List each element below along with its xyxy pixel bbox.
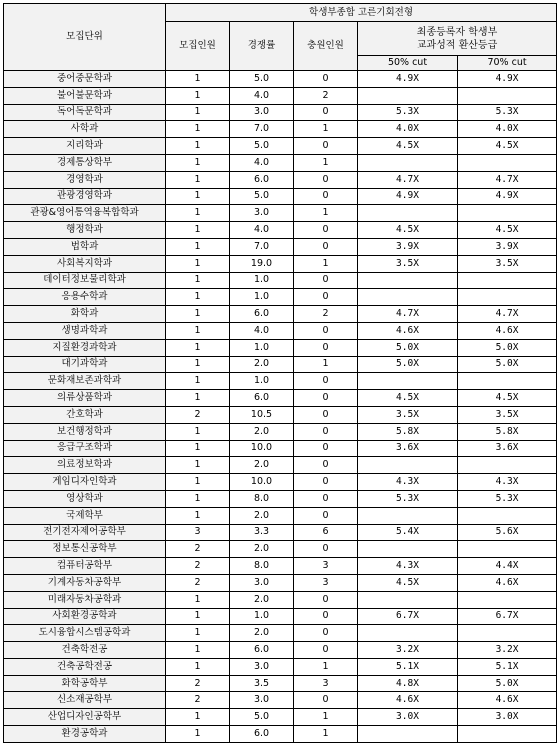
table-header xyxy=(4,4,557,71)
cut70-cell: 4.3X xyxy=(458,474,557,491)
extra-cell: 0 xyxy=(294,138,358,155)
cut70-cell: 3.5X xyxy=(458,255,557,272)
unit-cell: 신소재공학부 xyxy=(4,692,166,709)
cut70-cell: 3.2X xyxy=(458,642,557,659)
unit-cell: 대기과학과 xyxy=(4,356,166,373)
unit-cell: 경제통상학부 xyxy=(4,154,166,171)
table-row xyxy=(4,171,557,188)
table-row xyxy=(4,138,557,155)
cut70-cell xyxy=(458,625,557,642)
quota-cell: 1 xyxy=(166,104,230,121)
cut50-cell xyxy=(358,205,458,222)
extra-cell: 1 xyxy=(294,726,358,743)
cut50-cell: 4.9X xyxy=(358,188,458,205)
quota-cell: 1 xyxy=(166,272,230,289)
extra-cell: 0 xyxy=(294,608,358,625)
extra-cell: 0 xyxy=(294,591,358,608)
competition-cell: 1.0 xyxy=(230,373,294,390)
competition-cell: 1.0 xyxy=(230,272,294,289)
extra-cell: 1 xyxy=(294,255,358,272)
cut70-cell xyxy=(458,272,557,289)
table-row xyxy=(4,87,557,104)
cut70-cell: 5.0X xyxy=(458,356,557,373)
cut70-cell: 5.0X xyxy=(458,339,557,356)
cut50-cell: 4.5X xyxy=(358,390,458,407)
table-row xyxy=(4,306,557,323)
unit-cell: 사회복지학과 xyxy=(4,255,166,272)
cut70-cell: 4.5X xyxy=(458,222,557,239)
unit-cell: 사회환경공학과 xyxy=(4,608,166,625)
extra-cell: 0 xyxy=(294,272,358,289)
quota-cell: 2 xyxy=(166,406,230,423)
table-row xyxy=(4,222,557,239)
cut70-cell: 5.0X xyxy=(458,675,557,692)
cut70-cell: 4.7X xyxy=(458,306,557,323)
table-row xyxy=(4,608,557,625)
unit-cell: 도시융합시스템공학과 xyxy=(4,625,166,642)
competition-cell: 5.0 xyxy=(230,138,294,155)
cut70-cell: 4.6X xyxy=(458,574,557,591)
table-row xyxy=(4,272,557,289)
unit-cell: 데이터정보물리학과 xyxy=(4,272,166,289)
competition-cell: 8.0 xyxy=(230,490,294,507)
extra-cell: 6 xyxy=(294,524,358,541)
table-row xyxy=(4,457,557,474)
cut50-cell: 6.7X xyxy=(358,608,458,625)
quota-cell: 1 xyxy=(166,205,230,222)
quota-cell: 2 xyxy=(166,541,230,558)
competition-cell: 3.5 xyxy=(230,675,294,692)
extra-cell: 0 xyxy=(294,423,358,440)
quota-cell: 1 xyxy=(166,87,230,104)
unit-cell: 화학과 xyxy=(4,306,166,323)
table-row xyxy=(4,423,557,440)
cut50-cell: 5.0X xyxy=(358,339,458,356)
unit-cell: 의료정보학과 xyxy=(4,457,166,474)
cut50-cell: 3.2X xyxy=(358,642,458,659)
table-row xyxy=(4,558,557,575)
table-row xyxy=(4,188,557,205)
quota-cell: 1 xyxy=(166,490,230,507)
cut70-cell xyxy=(458,289,557,306)
table-row xyxy=(4,390,557,407)
cut70-cell xyxy=(458,87,557,104)
quota-cell: 2 xyxy=(166,558,230,575)
cut70-cell: 4.5X xyxy=(458,390,557,407)
extra-cell: 0 xyxy=(294,373,358,390)
cut70-cell: 3.5X xyxy=(458,406,557,423)
competition-cell: 19.0 xyxy=(230,255,294,272)
table-row xyxy=(4,591,557,608)
cut70-cell: 4.5X xyxy=(458,138,557,155)
cut50-cell: 4.8X xyxy=(358,675,458,692)
quota-cell: 2 xyxy=(166,675,230,692)
competition-cell: 2.0 xyxy=(230,423,294,440)
extra-cell: 0 xyxy=(294,71,358,88)
quota-cell: 1 xyxy=(166,306,230,323)
quota-cell: 1 xyxy=(166,138,230,155)
cut50-cell: 3.5X xyxy=(358,406,458,423)
unit-cell: 응용수학과 xyxy=(4,289,166,306)
cut50-cell: 4.5X xyxy=(358,574,458,591)
extra-cell: 3 xyxy=(294,675,358,692)
quota-cell: 1 xyxy=(166,373,230,390)
extra-cell: 0 xyxy=(294,104,358,121)
competition-cell: 4.0 xyxy=(230,87,294,104)
unit-cell: 환경공학과 xyxy=(4,726,166,743)
competition-cell: 6.0 xyxy=(230,642,294,659)
cut70-header: 70% cut xyxy=(458,56,557,71)
quota-cell: 2 xyxy=(166,574,230,591)
competition-cell: 6.0 xyxy=(230,306,294,323)
table-row xyxy=(4,104,557,121)
cut50-cell: 5.4X xyxy=(358,524,458,541)
competition-cell: 5.0 xyxy=(230,71,294,88)
quota-cell: 1 xyxy=(166,440,230,457)
table-row xyxy=(4,541,557,558)
extra-cell: 0 xyxy=(294,238,358,255)
competition-cell: 8.0 xyxy=(230,558,294,575)
cut50-cell: 4.5X xyxy=(358,138,458,155)
extra-cell: 0 xyxy=(294,390,358,407)
unit-cell: 기계자동차공학부 xyxy=(4,574,166,591)
competition-cell: 4.0 xyxy=(230,322,294,339)
extra-cell: 3 xyxy=(294,574,358,591)
unit-cell: 중어중문학과 xyxy=(4,71,166,88)
table-row xyxy=(4,154,557,171)
extra-cell: 0 xyxy=(294,440,358,457)
competition-cell: 2.0 xyxy=(230,507,294,524)
table-row xyxy=(4,474,557,491)
cut50-cell: 5.0X xyxy=(358,356,458,373)
extra-cell: 0 xyxy=(294,457,358,474)
competition-cell: 10.0 xyxy=(230,474,294,491)
unit-cell: 미래자동차공학과 xyxy=(4,591,166,608)
competition-cell: 2.0 xyxy=(230,457,294,474)
extra-cell: 3 xyxy=(294,558,358,575)
table-row xyxy=(4,289,557,306)
unit-cell: 전기전자제어공학부 xyxy=(4,524,166,541)
extra-cell: 0 xyxy=(294,490,358,507)
extra-cell: 0 xyxy=(294,642,358,659)
competition-cell: 2.0 xyxy=(230,356,294,373)
quota-cell: 1 xyxy=(166,222,230,239)
extra-cell: 0 xyxy=(294,339,358,356)
cut50-cell: 4.0X xyxy=(358,121,458,138)
table-row xyxy=(4,205,557,222)
cut50-cell: 3.6X xyxy=(358,440,458,457)
cut70-cell: 6.7X xyxy=(458,608,557,625)
cut50-cell: 4.3X xyxy=(358,474,458,491)
unit-cell: 건축공학전공 xyxy=(4,658,166,675)
cut50-cell xyxy=(358,726,458,743)
quota-cell: 1 xyxy=(166,171,230,188)
quota-cell: 1 xyxy=(166,255,230,272)
quota-cell: 1 xyxy=(166,339,230,356)
cut50-cell: 4.7X xyxy=(358,306,458,323)
competition-cell: 2.0 xyxy=(230,541,294,558)
cut50-cell: 3.5X xyxy=(358,255,458,272)
competition-cell: 3.3 xyxy=(230,524,294,541)
quota-cell: 1 xyxy=(166,726,230,743)
competition-cell: 1.0 xyxy=(230,339,294,356)
cut70-cell xyxy=(458,457,557,474)
cut70-cell xyxy=(458,541,557,558)
table-row xyxy=(4,440,557,457)
quota-header: 모집인원 xyxy=(166,22,230,71)
unit-cell: 간호학과 xyxy=(4,406,166,423)
competition-cell: 2.0 xyxy=(230,591,294,608)
quota-cell: 1 xyxy=(166,591,230,608)
table-row xyxy=(4,238,557,255)
cut70-cell: 5.8X xyxy=(458,423,557,440)
competition-cell: 6.0 xyxy=(230,726,294,743)
competition-cell: 1.0 xyxy=(230,289,294,306)
quota-cell: 1 xyxy=(166,642,230,659)
unit-header: 모집단위 xyxy=(4,4,166,71)
extra-cell: 2 xyxy=(294,87,358,104)
extra-cell: 1 xyxy=(294,121,358,138)
table-row xyxy=(4,625,557,642)
extra-cell: 0 xyxy=(294,474,358,491)
table-body xyxy=(4,71,557,743)
extra-cell: 0 xyxy=(294,541,358,558)
quota-cell: 1 xyxy=(166,238,230,255)
extra-cell: 1 xyxy=(294,709,358,726)
table-row xyxy=(4,373,557,390)
unit-cell: 불어불문학과 xyxy=(4,87,166,104)
competition-cell: 3.0 xyxy=(230,104,294,121)
grade-header xyxy=(358,22,557,56)
cut70-cell xyxy=(458,591,557,608)
cut70-cell: 4.6X xyxy=(458,322,557,339)
competition-cell: 10.5 xyxy=(230,406,294,423)
competition-cell: 7.0 xyxy=(230,238,294,255)
unit-cell: 컴퓨터공학부 xyxy=(4,558,166,575)
cut70-cell xyxy=(458,373,557,390)
extra-cell: 0 xyxy=(294,289,358,306)
quota-cell: 1 xyxy=(166,289,230,306)
quota-cell: 1 xyxy=(166,474,230,491)
program-header: 학생부종합 고른기회전형 xyxy=(166,4,557,22)
table-row xyxy=(4,692,557,709)
quota-cell: 1 xyxy=(166,608,230,625)
unit-cell: 보건행정학과 xyxy=(4,423,166,440)
cut50-cell: 4.6X xyxy=(358,322,458,339)
extra-cell: 1 xyxy=(294,205,358,222)
unit-cell: 국제학부 xyxy=(4,507,166,524)
unit-cell: 관광&영어통역융복합학과 xyxy=(4,205,166,222)
unit-cell: 법학과 xyxy=(4,238,166,255)
unit-cell: 정보통신공학부 xyxy=(4,541,166,558)
competition-cell: 7.0 xyxy=(230,121,294,138)
competition-cell: 4.0 xyxy=(230,154,294,171)
cut50-cell xyxy=(358,154,458,171)
extra-cell: 2 xyxy=(294,306,358,323)
cut50-cell: 3.0X xyxy=(358,709,458,726)
quota-cell: 1 xyxy=(166,356,230,373)
quota-cell: 1 xyxy=(166,390,230,407)
extra-cell: 0 xyxy=(294,406,358,423)
table-row xyxy=(4,322,557,339)
table-row xyxy=(4,726,557,743)
extra-cell: 0 xyxy=(294,171,358,188)
unit-cell: 게임디자인학과 xyxy=(4,474,166,491)
quota-cell: 1 xyxy=(166,188,230,205)
cut70-cell xyxy=(458,205,557,222)
table-row xyxy=(4,507,557,524)
unit-cell: 건축학전공 xyxy=(4,642,166,659)
cut50-cell xyxy=(358,591,458,608)
cut50-cell: 4.5X xyxy=(358,222,458,239)
cut50-cell xyxy=(358,507,458,524)
extra-cell: 1 xyxy=(294,154,358,171)
cut50-cell: 4.6X xyxy=(358,692,458,709)
unit-cell: 행정학과 xyxy=(4,222,166,239)
cut50-cell: 5.8X xyxy=(358,423,458,440)
quota-cell: 1 xyxy=(166,121,230,138)
cut50-cell xyxy=(358,272,458,289)
admissions-table xyxy=(3,3,557,743)
unit-cell: 문화재보존과학과 xyxy=(4,373,166,390)
unit-cell: 관광경영학과 xyxy=(4,188,166,205)
cut70-cell: 3.6X xyxy=(458,440,557,457)
competition-cell: 5.0 xyxy=(230,709,294,726)
cut70-cell: 5.6X xyxy=(458,524,557,541)
quota-cell: 1 xyxy=(166,457,230,474)
cut70-cell: 4.4X xyxy=(458,558,557,575)
quota-cell: 1 xyxy=(166,154,230,171)
competition-header: 경쟁률 xyxy=(230,22,294,71)
competition-cell: 3.0 xyxy=(230,692,294,709)
cut50-cell: 5.3X xyxy=(358,104,458,121)
quota-cell: 1 xyxy=(166,507,230,524)
cut50-header: 50% cut xyxy=(358,56,458,71)
extra-cell: 1 xyxy=(294,356,358,373)
table-row xyxy=(4,658,557,675)
cut50-cell: 3.9X xyxy=(358,238,458,255)
cut70-cell: 5.3X xyxy=(458,490,557,507)
cut50-cell xyxy=(358,457,458,474)
grade-header-line1: 최종등록자 학생부 xyxy=(416,26,498,38)
unit-cell: 사학과 xyxy=(4,121,166,138)
quota-cell: 1 xyxy=(166,423,230,440)
quota-cell: 1 xyxy=(166,322,230,339)
competition-cell: 3.0 xyxy=(230,658,294,675)
unit-cell: 경영학과 xyxy=(4,171,166,188)
quota-cell: 1 xyxy=(166,709,230,726)
cut70-cell: 4.0X xyxy=(458,121,557,138)
table-row xyxy=(4,642,557,659)
extra-cell: 0 xyxy=(294,692,358,709)
extra-cell: 0 xyxy=(294,507,358,524)
cut50-cell: 5.1X xyxy=(358,658,458,675)
competition-cell: 5.0 xyxy=(230,188,294,205)
extra-cell: 1 xyxy=(294,658,358,675)
cut70-cell: 4.7X xyxy=(458,171,557,188)
table-row xyxy=(4,490,557,507)
unit-cell: 산업디자인공학부 xyxy=(4,709,166,726)
unit-cell: 지리학과 xyxy=(4,138,166,155)
cut70-cell xyxy=(458,507,557,524)
cut50-cell xyxy=(358,625,458,642)
extra-cell: 0 xyxy=(294,322,358,339)
cut70-cell: 4.6X xyxy=(458,692,557,709)
quota-cell: 1 xyxy=(166,71,230,88)
competition-cell: 3.0 xyxy=(230,574,294,591)
table-row xyxy=(4,339,557,356)
quota-cell: 1 xyxy=(166,625,230,642)
cut70-cell: 3.0X xyxy=(458,709,557,726)
cut50-cell: 4.7X xyxy=(358,171,458,188)
quota-cell: 1 xyxy=(166,658,230,675)
table-row xyxy=(4,675,557,692)
competition-cell: 6.0 xyxy=(230,390,294,407)
table-row xyxy=(4,71,557,88)
cut70-cell: 5.1X xyxy=(458,658,557,675)
cut70-cell: 4.9X xyxy=(458,71,557,88)
unit-cell: 지질환경과학과 xyxy=(4,339,166,356)
competition-cell: 1.0 xyxy=(230,608,294,625)
cut70-cell: 4.9X xyxy=(458,188,557,205)
unit-cell: 독어독문학과 xyxy=(4,104,166,121)
extra-cell: 0 xyxy=(294,188,358,205)
cut50-cell xyxy=(358,87,458,104)
table-row xyxy=(4,524,557,541)
table-row xyxy=(4,255,557,272)
unit-cell: 생명과학과 xyxy=(4,322,166,339)
table-row xyxy=(4,709,557,726)
cut70-cell: 3.9X xyxy=(458,238,557,255)
unit-cell: 영상학과 xyxy=(4,490,166,507)
cut50-cell: 5.3X xyxy=(358,490,458,507)
competition-cell: 2.0 xyxy=(230,625,294,642)
cut50-cell xyxy=(358,373,458,390)
cut50-cell xyxy=(358,289,458,306)
extra-header: 충원인원 xyxy=(294,22,358,71)
cut70-cell xyxy=(458,154,557,171)
table-row xyxy=(4,574,557,591)
grade-header-line2: 교과성적 환산등급 xyxy=(416,39,498,51)
competition-cell: 6.0 xyxy=(230,171,294,188)
table-row xyxy=(4,356,557,373)
table-row xyxy=(4,406,557,423)
unit-cell: 화학공학부 xyxy=(4,675,166,692)
cut50-cell: 4.3X xyxy=(358,558,458,575)
extra-cell: 0 xyxy=(294,625,358,642)
quota-cell: 2 xyxy=(166,692,230,709)
quota-cell: 3 xyxy=(166,524,230,541)
competition-cell: 10.0 xyxy=(230,440,294,457)
cut50-cell: 4.9X xyxy=(358,71,458,88)
competition-cell: 4.0 xyxy=(230,222,294,239)
competition-cell: 3.0 xyxy=(230,205,294,222)
unit-cell: 의류상품학과 xyxy=(4,390,166,407)
cut70-cell xyxy=(458,726,557,743)
extra-cell: 0 xyxy=(294,222,358,239)
cut70-cell: 5.3X xyxy=(458,104,557,121)
table-row xyxy=(4,121,557,138)
cut50-cell xyxy=(358,541,458,558)
unit-cell: 응급구조학과 xyxy=(4,440,166,457)
